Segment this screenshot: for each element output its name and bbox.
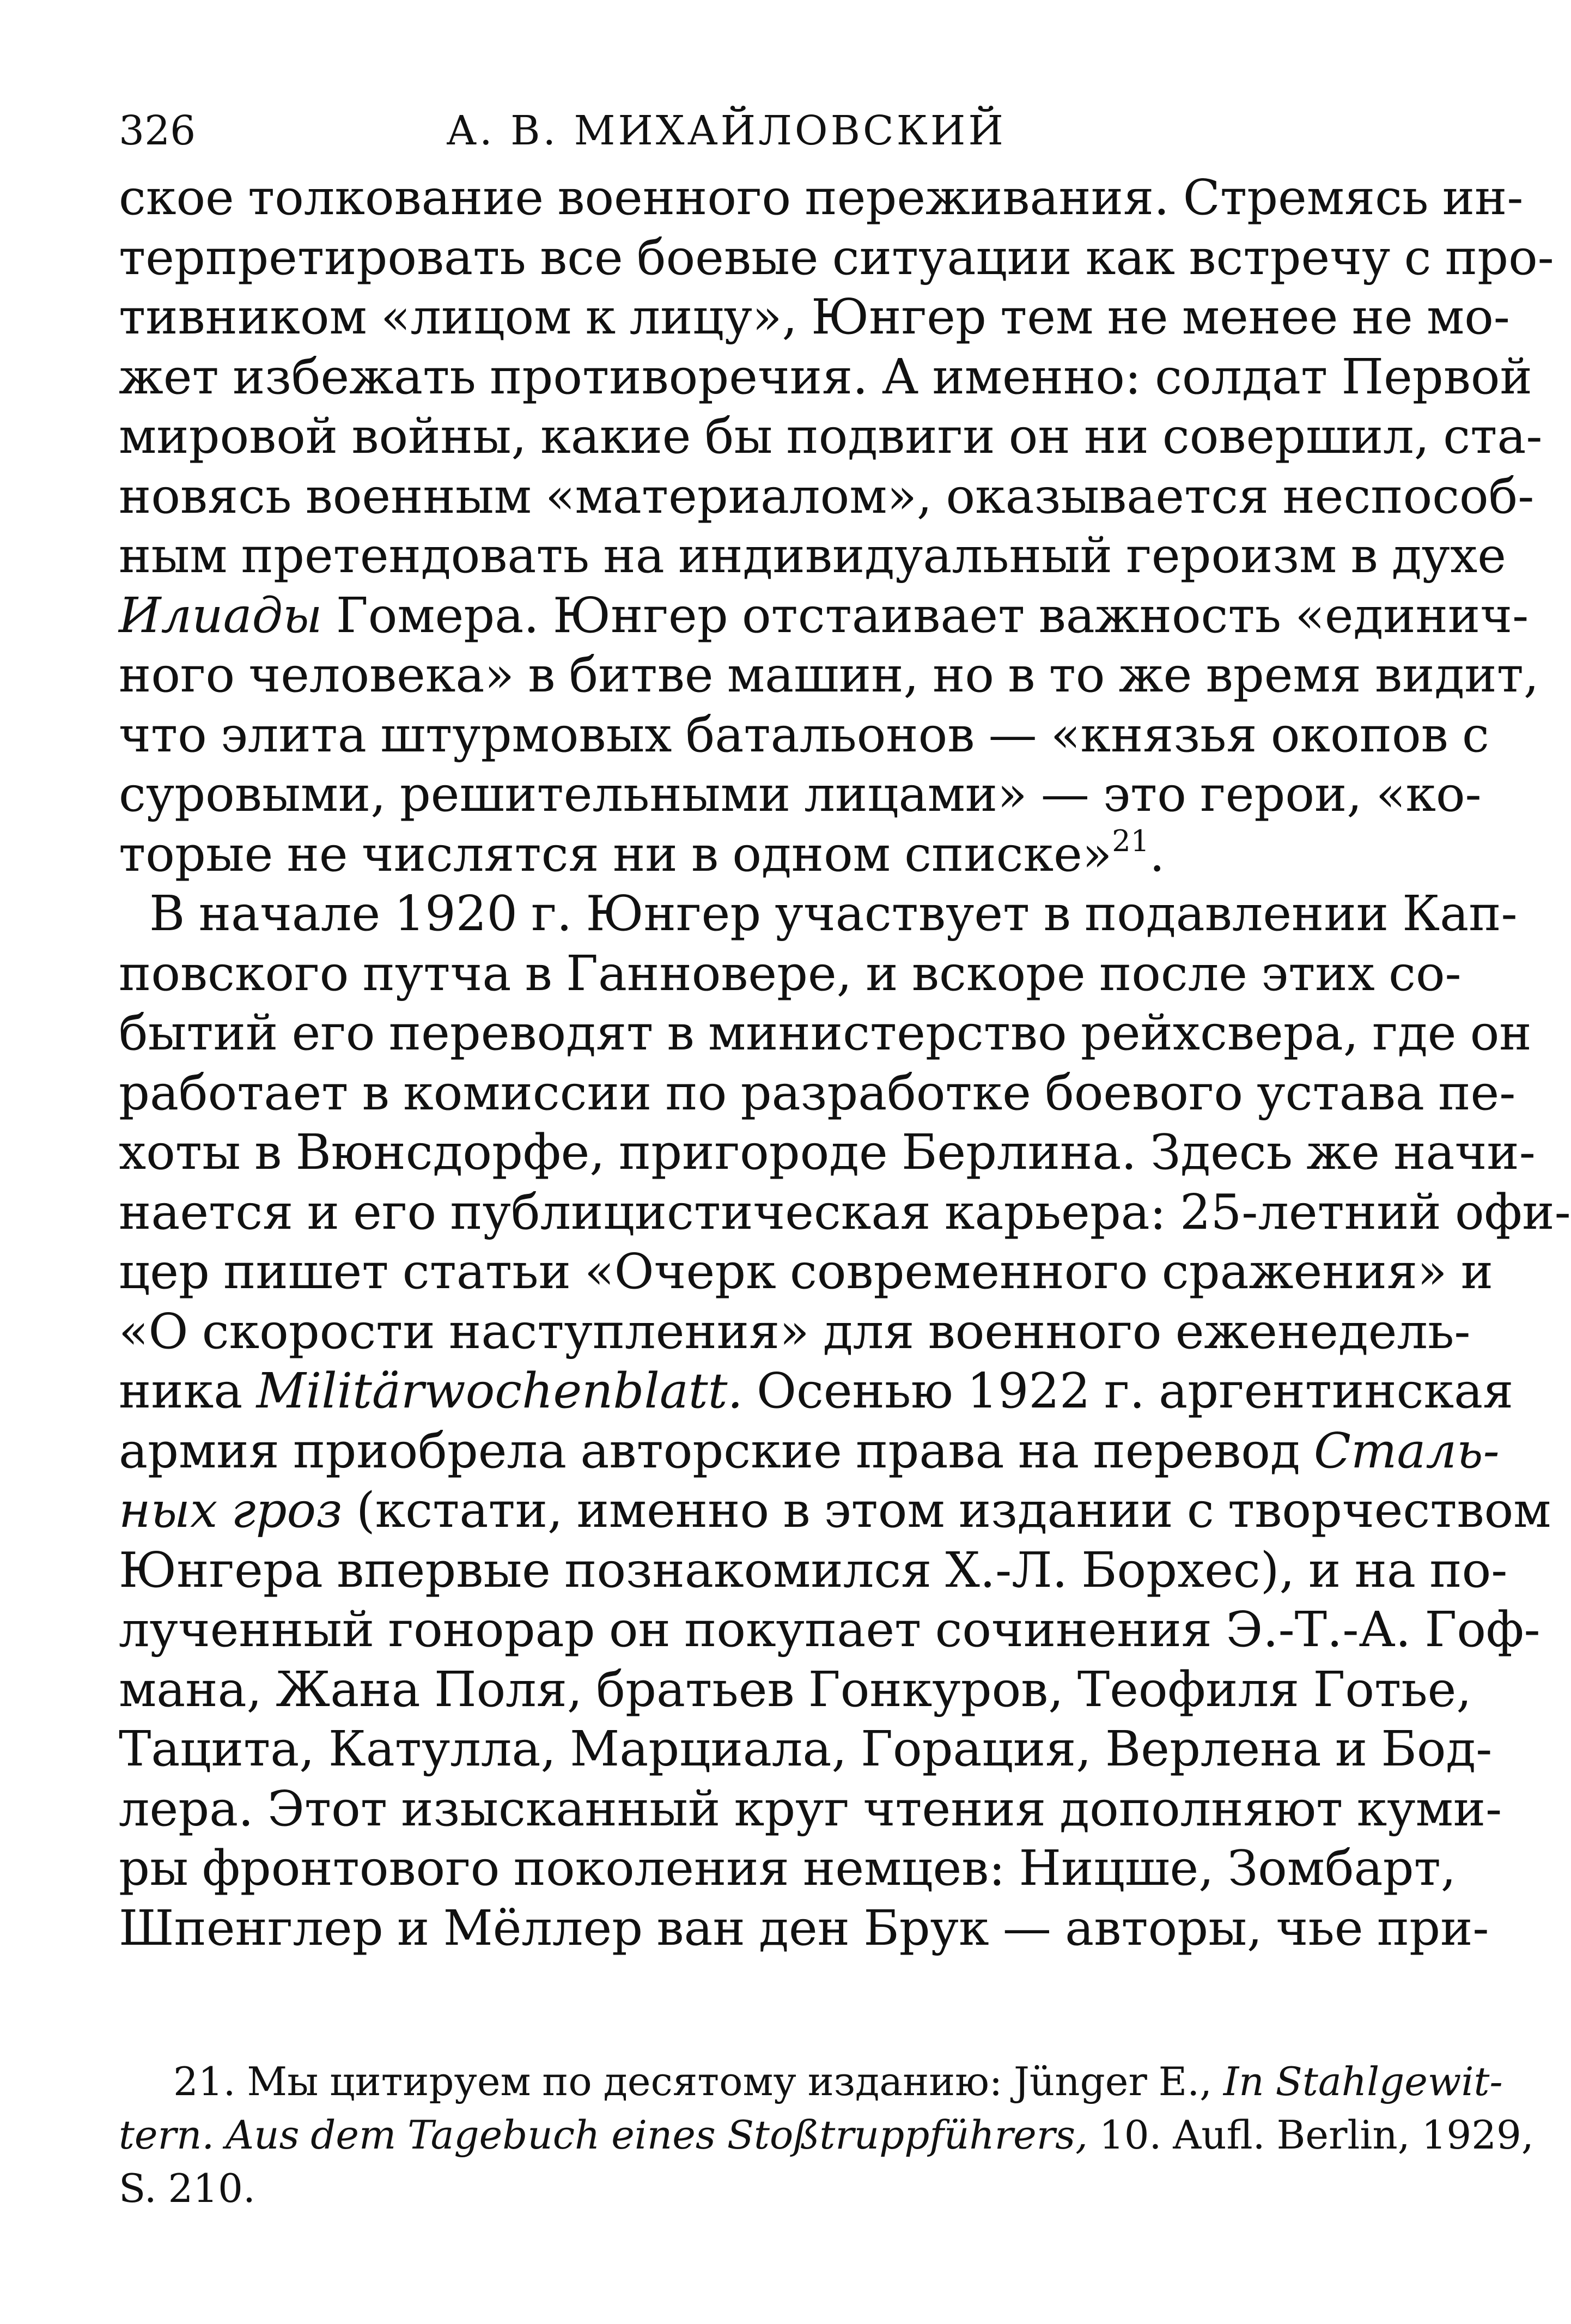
footnote-ref-21: 21 [1112, 823, 1149, 858]
title-iliad-italic: Илиады [119, 586, 322, 644]
title-militaerwochenblatt-italic: Militärwochenblatt. [256, 1362, 743, 1419]
text-run: Гомера. Юнгер отстаивает важность «единич- [322, 586, 1529, 644]
page-header [119, 104, 1333, 163]
text-line: мана, Жана Поля, братьев Гонкуров, Теофиля Готье, [119, 1660, 1472, 1718]
text-line: бытий его переводят в министерство рейхсвера, где он [119, 1004, 1532, 1061]
text-run: 21. Мы цитируем по десятому изданию: Jünger E., [173, 2059, 1223, 2104]
text-run: (кстати, именно в этом издании с творчеством [342, 1482, 1551, 1538]
text-line: работает в комиссии по разработке боевого устава пе- [119, 1064, 1516, 1121]
text-line: цер пишет статьи «Очерк современного сражения» и [119, 1243, 1494, 1300]
text-line [119, 586, 1529, 646]
text-line [119, 1421, 1500, 1481]
body-text [119, 168, 1571, 1958]
text-run: Осенью 1922 г. аргентинская [742, 1362, 1514, 1419]
text-run: 10. Aufl. Berlin, 1929, [1088, 2112, 1534, 2158]
text-line: ры фронтового поколения немцев: Ницше, Зомбарт, [119, 1840, 1457, 1896]
text-line [119, 1361, 1514, 1421]
text-line [119, 824, 1333, 884]
text-line: жет избежать противоречия. А именно: солдат Первой [119, 348, 1532, 405]
text-line [119, 1480, 1551, 1540]
text-line: В начале 1920 г. Юнгер участвует в подавлении Кап- [149, 885, 1518, 942]
text-run: . [1149, 825, 1165, 882]
footnote-line [119, 2055, 1503, 2108]
text-line: суровыми, решительными лицами» — это герои, «ко- [119, 766, 1482, 822]
paragraph-2 [119, 884, 1571, 1958]
text-line: повского путча в Ганновере, и вскоре после этих со- [119, 944, 1462, 1002]
paragraph-1 [119, 168, 1554, 884]
text-line: Юнгера впервые познакомился Х.-Л. Борхес), и на по- [119, 1541, 1508, 1598]
text-line: ское толкование военного переживания. Стремясь ин- [119, 169, 1524, 226]
book-page [119, 104, 1571, 2215]
text-run: торые не числятся ни в одном списке» [119, 825, 1112, 882]
text-line: лученный гонорар он покупает сочинения Э.-Т.-А. Гоф- [119, 1601, 1540, 1658]
running-head-author: А. В. МИХАЙЛОВСКИЙ [446, 107, 1006, 154]
text-line: новясь военным «материалом», оказывается неспособ- [119, 467, 1535, 524]
text-line: что элита штурмовых батальонов — «князья окопов с [119, 706, 1489, 763]
text-line: нается и его публицистическая карьера: 25-летний офи- [119, 1183, 1571, 1240]
footnote-title-italic: In Stahlgewit- [1223, 2059, 1503, 2104]
text-line: ным претендовать на индивидуальный героизм в духе [119, 527, 1506, 584]
title-stalnykh-groz-italic: ных гроз [119, 1482, 343, 1538]
text-line: Тацита, Катулла, Марциала, Горация, Верлена и Бод- [119, 1720, 1493, 1777]
text-line: мировой войны, какие бы подвиги он ни совершил, ста- [119, 408, 1543, 464]
text-line: хоты в Вюнсдорфе, пригороде Берлина. Здесь же начи- [119, 1124, 1536, 1180]
text-line: Шпенглер и Мёллер ван ден Брук — авторы, чье при- [119, 1899, 1489, 1956]
footnote-line [119, 2108, 1534, 2162]
text-run: ника [119, 1362, 257, 1419]
title-stalnykh-groz-italic: Сталь- [1313, 1422, 1500, 1479]
footnote-line: S. 210. [119, 2165, 255, 2211]
text-line: тивником «лицом к лицу», Юнгер тем не менее не мо- [119, 288, 1510, 345]
footnote-21 [119, 2055, 1534, 2215]
text-line: лера. Этот изысканный круг чтения дополняют куми- [119, 1780, 1502, 1837]
footnote-title-italic: tern. Aus dem Tagebuch eines Stoßtruppführers, [119, 2112, 1088, 2158]
text-line: ного человека» в битве машин, но в то же время видит, [119, 646, 1539, 703]
page-number: 326 [119, 107, 196, 154]
text-run: армия приобрела авторские права на перевод [119, 1422, 1314, 1479]
text-line: «О скорости наступления» для военного еженедель- [119, 1302, 1471, 1360]
text-line: терпретировать все боевые ситуации как встречу с про- [119, 228, 1554, 286]
